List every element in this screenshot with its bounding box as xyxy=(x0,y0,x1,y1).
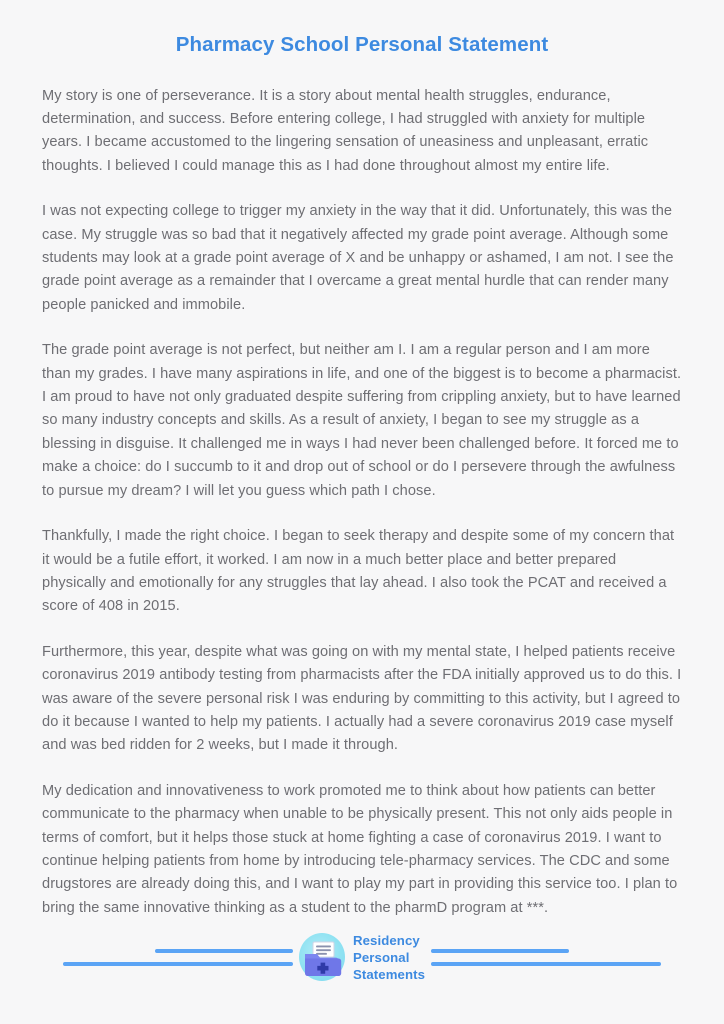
divider-line xyxy=(155,949,293,953)
paragraph: Furthermore, this year, despite what was going on with my mental state, I helped patients receive coronavirus 2019 antibody testing from pharmacists after the FDA initially approved us to do this. I was aware of the severe personal risk I was enduring by committing to this activity, but I agreed to do it because I wanted to help my patients. I actually had a severe coronavirus 2019 case myself and was bed ridden for 2 weeks, but I made it through. xyxy=(42,643,682,754)
brand-name xyxy=(353,932,425,983)
medical-folder-logo-icon xyxy=(299,929,345,985)
divider-line xyxy=(431,962,661,966)
brand-line-3: Statements xyxy=(352,966,426,982)
page-title: Pharmacy School Personal Statement xyxy=(175,33,549,56)
brand-line-2: Personal xyxy=(352,949,410,965)
paragraph: My dedication and innovativeness to work promoted me to think about how patients can better communicate to the pharmacy when unable to be physically present. This not only aids people in terms of comfort, but it helps those stuck at home fighting a case of coronavirus 2019. I want to continue helping patients from home by introducing tele-pharmacy services. The CDC and some drugstores are already doing this, and I want to play my part in providing this service too. I plan to bring the same innovative thinking as a student to the pharmD program at ***. xyxy=(42,782,678,916)
paragraph: Thankfully, I made the right choice. I began to seek therapy and despite some of my concern that it would be a futile effort, it worked. I am now in a much better place and better prepared physically and emotionally for any struggles that lay ahead. I also took the PCAT and received a score of 408 in 2015. xyxy=(42,528,675,615)
footer xyxy=(0,912,724,1002)
brand-logo[interactable] xyxy=(299,929,425,985)
footer-divider-right xyxy=(425,949,680,966)
footer-divider-left xyxy=(44,949,299,966)
brand-line-1: Residency xyxy=(352,932,420,948)
paragraph: My story is one of perseverance. It is a story about mental health struggles, endurance, determination, and success. Before entering college, I had struggled with anxiety for multiple years. I became accustomed to the lingering sensation of uneasiness and unpleasant, erratic thoughts. I believed I could manage this as I had done throughout almost my entire life. xyxy=(42,87,649,174)
paragraph: The grade point average is not perfect, but neither am I. I am a regular person and I am more than my grades. I have many aspirations in life, and one of the biggest is to become a pharmacist. I am proud to have not only graduated despite suffering from crippling anxiety, but to have learned so many industry concepts and skills. As a result of anxiety, I began to see my struggle as a blessing in disguise. It challenged me in ways I had never been challenged before. It forced me to make a choice: do I succumb to it and drop out of school or do I persevere through the awfulness to pursue my dream? I will let you guess which path I chose. xyxy=(42,342,682,499)
paragraph: I was not expecting college to trigger my anxiety in the way that it did. Unfortunately, this was the case. My struggle was so bad that it negatively affected my grade point average. Although some students may look at a grade point average of X and be unhappy or ashamed, I am not. I see the grade point average as a remainder that I overcame a great mental hurdle that can render many people panicked and immobile. xyxy=(42,203,674,313)
divider-line xyxy=(431,949,569,953)
document-body xyxy=(0,85,724,921)
divider-line xyxy=(63,962,293,966)
